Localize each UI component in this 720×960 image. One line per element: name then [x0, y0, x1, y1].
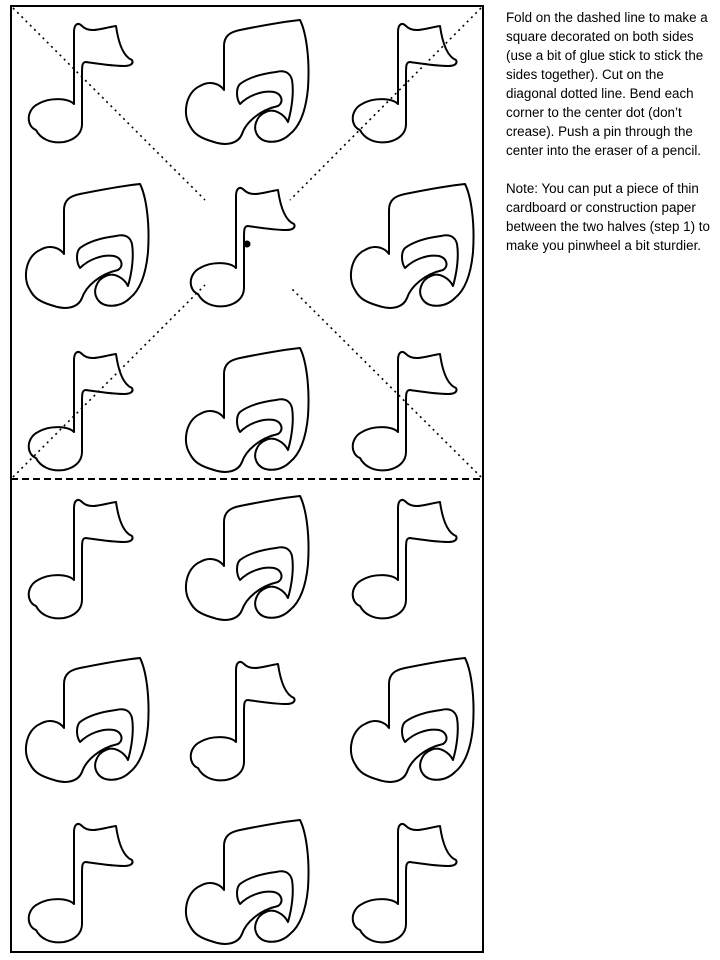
eighth-note-icon — [353, 352, 457, 470]
beamed-notes-icon — [26, 658, 149, 782]
cut-line-top-right — [290, 8, 481, 200]
bottom-half-notes — [26, 496, 474, 944]
eighth-note-icon — [29, 500, 133, 618]
beamed-notes-icon — [186, 820, 309, 944]
cut-line-bottom-right — [290, 287, 481, 477]
instructions-panel — [506, 8, 714, 255]
eighth-note-icon — [29, 824, 133, 942]
eighth-note-icon — [29, 24, 133, 142]
beamed-notes-icon — [186, 20, 309, 144]
beamed-notes-icon — [186, 348, 309, 472]
eighth-note-icon — [191, 662, 295, 780]
eighth-note-icon — [29, 352, 133, 470]
beamed-notes-icon — [26, 184, 149, 308]
cut-line-top-left — [13, 8, 205, 200]
beamed-notes-icon — [351, 184, 474, 308]
eighth-note-icon — [353, 824, 457, 942]
beamed-notes-icon — [351, 658, 474, 782]
cut-line-bottom-left — [13, 285, 205, 477]
eighth-note-icon — [191, 188, 295, 306]
beamed-notes-icon — [186, 496, 309, 620]
eighth-note-icon — [353, 24, 457, 142]
instructions-step-text: Fold on the dashed line to make a square decorated on both sides (use a bit of glue stick to stick the sides together). Cut on the diagonal dotted line. Bend each corner to the center dot (don’t crease). Push a pin through the center into the eraser of a pencil. — [506, 10, 708, 158]
instructions-note-text: Note: You can put a piece of thin cardboard or construction paper between the two halves (step 1) to make you pinwheel a bit sturdier. — [506, 181, 710, 253]
eighth-note-icon — [353, 500, 457, 618]
